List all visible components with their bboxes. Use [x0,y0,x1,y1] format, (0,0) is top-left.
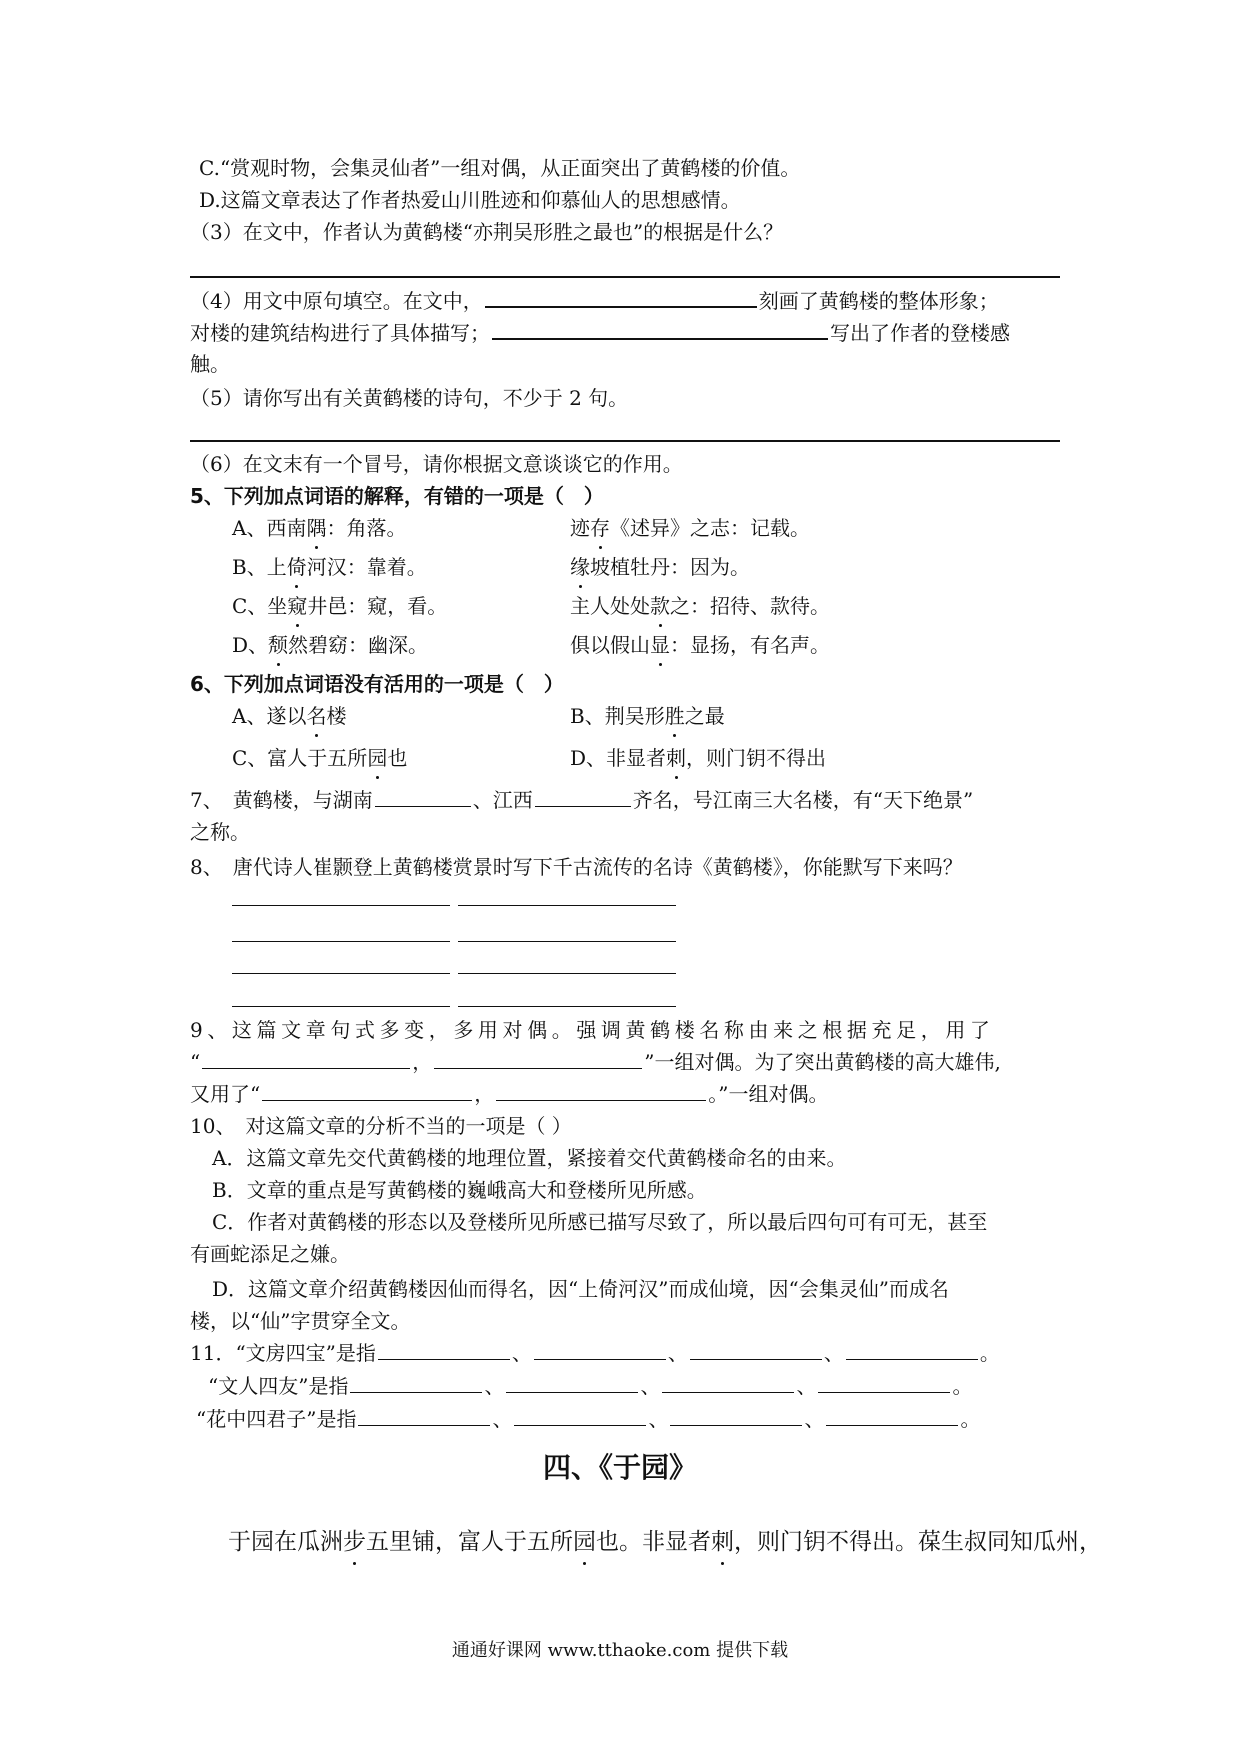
q5-option-d [232,631,428,659]
fill-blank[interactable] [496,1080,706,1101]
poem-line-blank[interactable] [232,941,450,942]
option-text: ：显扬，有名声。 [670,633,830,657]
question-4-text: （4）用文中原句填空。在文中， [190,289,483,313]
separator: 、 [640,1374,661,1398]
fill-blank[interactable] [534,1339,666,1360]
dotted-char: 款 [650,594,670,618]
option-c-line: C.“赏观时物，会集灵仙者”一组对偶，从正面突出了黄鹤楼的价值。 [199,156,801,180]
fill-blank[interactable] [434,1048,642,1069]
dotted-char: 隅 [306,516,327,540]
dotted-char: 存 [590,516,610,540]
section-11-text: “花中四君子”是指 [196,1407,357,1431]
fill-blank[interactable] [492,318,828,340]
poem-line-blank[interactable] [458,1006,676,1007]
section-7-text: 、江西 [472,788,533,812]
option-text: D、非显者 [570,746,667,770]
section-5-title: 5、下列加点词语的解释，有错的一项是（ ） [190,484,604,508]
question-3: （3）在文中，作者认为黄鹤楼“亦荆吴形胜之最也”的根据是什么？ [190,220,784,244]
question-4-line-1 [190,286,999,315]
section-11-line-1 [190,1339,1000,1367]
q6-option-c [232,744,407,772]
dotted-char: 名 [306,704,327,728]
q5-option-b2 [570,553,750,581]
fill-blank[interactable] [514,1405,646,1426]
q6-option-b [570,702,725,730]
answer-rule [190,276,1060,278]
section-11-text: “文人四友”是指 [208,1374,349,1398]
section-10-title: 10、 对这篇文章的分析不当的一项是（ ） [190,1114,572,1138]
section-11-text: 11．“文房四宝”是指 [190,1341,376,1365]
separator: 、 [796,1374,817,1398]
option-text: A、西南 [232,516,307,540]
question-4-line-3: 触。 [190,352,230,376]
section-7-text: 7、 黄鹤楼，与湖南 [190,788,373,812]
fill-blank[interactable] [202,1048,410,1069]
option-text: 迹 [570,516,590,540]
fill-blank[interactable] [350,1372,482,1393]
section-9-text: ， [412,1050,433,1074]
passage-segment: ，则门钥不得出。葆生叔同知瓜州， [734,1529,1102,1555]
q6-option-d [570,744,826,772]
separator: 、 [667,1341,688,1365]
poem-line-blank[interactable] [232,973,450,974]
option-text: D、 [232,633,269,657]
section-9-line-1: 9、这篇文章句式多变，多用对偶。强调黄鹤楼名称由来之根据充足，用了 [190,1018,995,1042]
section-10-option-b: B．文章的重点是写黄鹤楼的巍峨高大和登楼所见所感。 [212,1178,707,1202]
fill-blank[interactable] [818,1372,950,1393]
poem-line-blank[interactable] [458,941,676,942]
section-11-line-3 [196,1405,980,1433]
q5-option-c [232,592,447,620]
option-text: ，则门钥不得出 [686,746,827,770]
fill-blank[interactable] [535,786,631,807]
option-text: 之最 [684,704,725,728]
answer-rule [190,440,1060,442]
q5-option-d2 [570,631,830,659]
fill-blank[interactable] [375,786,471,807]
option-text: ：角落。 [326,516,407,540]
fill-blank[interactable] [506,1372,638,1393]
q5-option-c2 [570,592,830,620]
option-text: B、荆吴形 [570,704,665,728]
option-text: 井邑：窥，看。 [307,594,448,618]
q5-option-a [232,514,406,542]
passage-text [228,1526,1102,1558]
section-10-option-a: A．这篇文章先交代黄鹤楼的地理位置，紧接着交代黄鹤楼命名的由来。 [212,1146,847,1170]
page-footer: 通通好课网 www.tthaoke.com 提供下载 [451,1640,789,1661]
option-text: 也 [387,746,408,770]
fill-blank[interactable] [690,1339,822,1360]
section-9-text: 又用了“ [190,1082,261,1106]
question-5-sub: （5）请你写出有关黄鹤楼的诗句，不少于 2 句。 [190,386,629,410]
dotted-char: 园 [573,1526,596,1558]
terminator: 。 [979,1341,1000,1365]
separator: 、 [823,1341,844,1365]
passage-segment: 也。非显者 [596,1529,711,1555]
dotted-char: 缘 [570,555,590,579]
poem-line-blank[interactable] [458,973,676,974]
section-6-title: 6、下列加点词语没有活用的一项是（ ） [190,672,564,696]
fill-blank[interactable] [378,1339,510,1360]
section-10-option-c-2: 有画蛇添足之嫌。 [190,1242,350,1266]
section-heading: 四、《于园》 [542,1451,697,1484]
section-7-line-2: 之称。 [190,820,250,844]
passage-segment: 于园在瓜洲 [228,1529,343,1555]
question-6-sub: （6）在文末有一个冒号，请你根据文意谈谈它的作用。 [190,452,683,476]
option-text: 然碧窈：幽深。 [288,633,429,657]
separator: 、 [511,1341,532,1365]
section-9-text: ， [474,1082,495,1106]
poem-line-blank[interactable] [232,1006,450,1007]
option-text: 坡植牡丹：因为。 [590,555,750,579]
section-7-line-1 [190,786,973,814]
section-10-option-c-1: C．作者对黄鹤楼的形态以及登楼所见所感已描写尽致了，所以最后四句可有可无，甚至 [212,1210,988,1234]
dotted-char: 步 [343,1526,366,1558]
option-text: C、富人于五所 [232,746,368,770]
q5-option-b [232,553,427,581]
section-10-option-d-2: 楼，以“仙”字贯穿全文。 [190,1309,411,1333]
poem-line-blank[interactable] [232,905,450,906]
dotted-char: 胜 [664,704,685,728]
separator: 、 [648,1407,669,1431]
section-7-text: 齐名，号江南三大名楼，有“天下绝景” [632,788,974,812]
dotted-char: 窥 [287,594,308,618]
fill-blank[interactable] [262,1080,472,1101]
option-text: 楼 [326,704,347,728]
section-9-line-3 [190,1080,828,1108]
fill-blank[interactable] [358,1405,490,1426]
section-11-line-2 [208,1372,972,1400]
dotted-char: 显 [650,633,670,657]
dotted-char: 园 [367,746,388,770]
option-text: A、遂以 [232,704,307,728]
option-text: B、上 [232,555,287,579]
dotted-char: 颓 [268,633,289,657]
terminator: 。 [952,1374,973,1398]
option-text: 之：招待、款待。 [670,594,830,618]
fill-blank[interactable] [485,286,757,308]
passage-segment: 五里铺，富人于五所 [366,1529,573,1555]
section-9-text: “ [190,1050,201,1074]
question-4-text: 对楼的建筑结构进行了具体描写； [190,321,490,345]
option-text: C、坐 [232,594,288,618]
option-text: 河汉：靠着。 [306,555,427,579]
terminator: 。 [960,1407,981,1431]
fill-blank[interactable] [846,1339,978,1360]
question-4-text: 写出了作者的登楼感 [830,321,1010,345]
question-4-text: 刻画了黄鹤楼的整体形象； [758,289,999,313]
separator: 、 [804,1407,825,1431]
dotted-char: 倚 [286,555,307,579]
question-4-line-2 [190,318,1010,347]
section-9-text: ”一组对偶。为了突出黄鹤楼的高大雄伟, [644,1050,1001,1074]
option-text: 俱以假山 [570,633,650,657]
option-text: 《述异》之志：记载。 [610,516,810,540]
q6-option-a [232,702,346,730]
option-text: 主人处处 [570,594,650,618]
fill-blank[interactable] [826,1405,958,1426]
dotted-char: 刺 [711,1526,734,1558]
separator: 、 [492,1407,513,1431]
option-d-line: D.这篇文章表达了作者热爱山川胜迹和仰慕仙人的思想感情。 [199,188,741,212]
separator: 、 [484,1374,505,1398]
fill-blank[interactable] [670,1405,802,1426]
fill-blank[interactable] [662,1372,794,1393]
q5-option-a2 [570,514,810,542]
section-10-option-d-1: D．这篇文章介绍黄鹤楼因仙而得名，因“上倚河汉”而成仙境，因“会集灵仙”而成名 [212,1277,949,1301]
section-9-text: 。”一组对偶。 [708,1082,829,1106]
poem-line-blank[interactable] [458,905,676,906]
section-8-title: 8、 唐代诗人崔颢登上黄鹤楼赏景时写下千古流传的名诗《黄鹤楼》，你能默写下来吗？ [190,855,963,879]
dotted-char: 刺 [666,746,687,770]
section-9-line-2 [190,1048,1001,1076]
